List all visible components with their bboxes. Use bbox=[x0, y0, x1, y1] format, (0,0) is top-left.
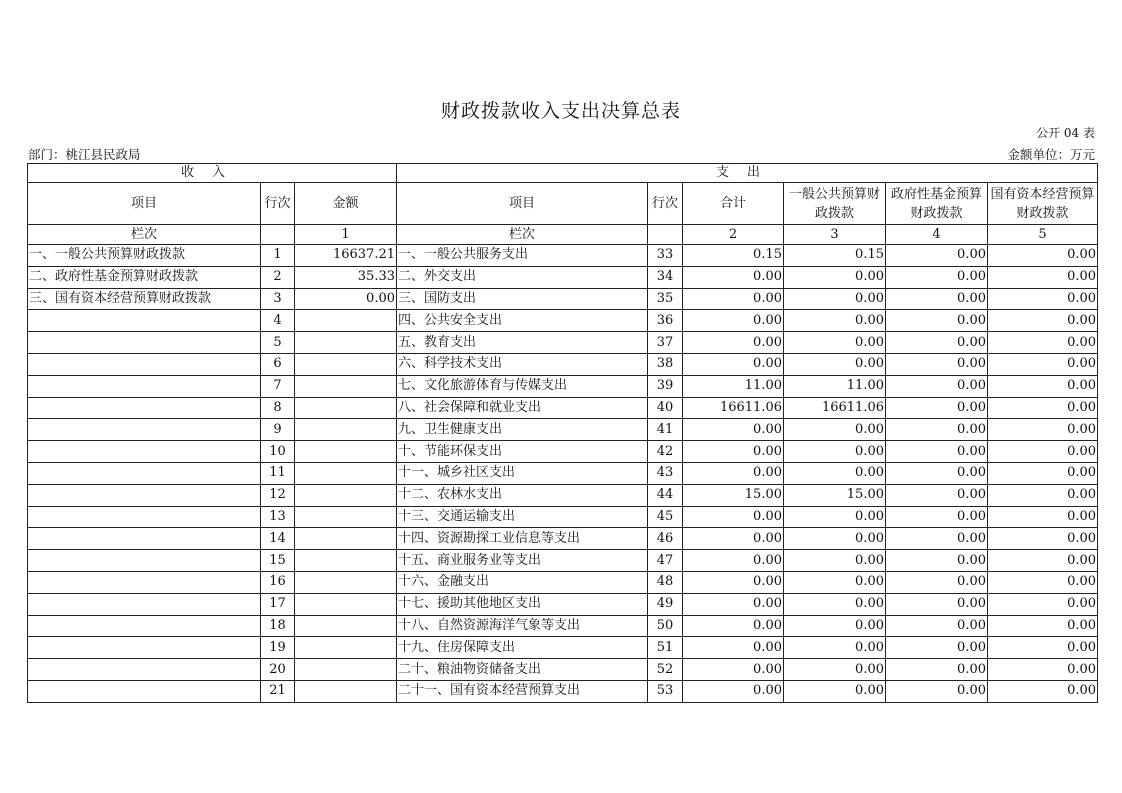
expense-item-cell: 十三、交通运输支出 bbox=[397, 506, 648, 528]
total-header: 合计 bbox=[683, 183, 784, 225]
table-row bbox=[28, 550, 1098, 572]
income-amount-cell bbox=[295, 353, 397, 375]
income-amount-cell bbox=[295, 462, 397, 484]
expense-row-no-cell: 52 bbox=[648, 659, 683, 681]
income-row-no-cell: 19 bbox=[261, 637, 295, 659]
income-row-no-cell: 15 bbox=[261, 550, 295, 572]
gov-fund-cell: 0.00 bbox=[886, 593, 988, 615]
general-budget-cell: 0.00 bbox=[784, 593, 886, 615]
income-row-no-cell: 17 bbox=[261, 593, 295, 615]
income-amount-cell bbox=[295, 375, 397, 397]
general-budget-cell: 0.00 bbox=[784, 310, 886, 332]
income-row-no-cell: 21 bbox=[261, 680, 295, 702]
general-budget-cell: 0.00 bbox=[784, 528, 886, 550]
general-budget-cell: 0.00 bbox=[784, 506, 886, 528]
form-number: 公开 04 表 bbox=[1036, 126, 1095, 140]
gov-fund-cell: 0.00 bbox=[886, 484, 988, 506]
expense-item-cell: 二十一、国有资本经营预算支出 bbox=[397, 680, 648, 702]
income-row-no-cell: 7 bbox=[261, 375, 295, 397]
income-item-cell bbox=[28, 332, 261, 354]
income-amount-cell bbox=[295, 441, 397, 463]
state-capital-cell: 0.00 bbox=[988, 484, 1098, 506]
income-amount-cell bbox=[295, 571, 397, 593]
table-row bbox=[28, 397, 1098, 419]
income-amount-cell bbox=[295, 615, 397, 637]
table-row bbox=[28, 615, 1098, 637]
state-capital-cell: 0.00 bbox=[988, 310, 1098, 332]
department-label: 部门：桃江县民政局 bbox=[28, 147, 141, 162]
income-item-header: 项目 bbox=[28, 183, 261, 225]
income-row-no-cell: 5 bbox=[261, 332, 295, 354]
state-capital-cell: 0.00 bbox=[988, 615, 1098, 637]
gov-fund-cell: 0.00 bbox=[886, 288, 988, 310]
income-section-header: 收入 bbox=[28, 164, 397, 183]
general-budget-cell: 0.00 bbox=[784, 659, 886, 681]
table-row bbox=[28, 441, 1098, 463]
table-row bbox=[28, 484, 1098, 506]
expense-item-cell: 九、卫生健康支出 bbox=[397, 419, 648, 441]
expense-item-cell: 七、文化旅游体育与传媒支出 bbox=[397, 375, 648, 397]
expense-row-no-cell: 45 bbox=[648, 506, 683, 528]
state-capital-cell: 0.00 bbox=[988, 441, 1098, 463]
gov-fund-cell: 0.00 bbox=[886, 550, 988, 572]
state-capital-cell: 0.00 bbox=[988, 659, 1098, 681]
gov-fund-cell: 0.00 bbox=[886, 266, 988, 288]
gov-fund-cell: 0.00 bbox=[886, 462, 988, 484]
expense-item-cell: 十二、农林水支出 bbox=[397, 484, 648, 506]
income-row-no-cell: 11 bbox=[261, 462, 295, 484]
table-row bbox=[28, 462, 1098, 484]
gov-fund-cell: 0.00 bbox=[886, 528, 988, 550]
expense-item-header: 项目 bbox=[397, 183, 648, 225]
state-capital-cell: 0.00 bbox=[988, 680, 1098, 702]
table-row bbox=[28, 310, 1098, 332]
general-budget-cell: 15.00 bbox=[784, 484, 886, 506]
general-budget-cell: 0.00 bbox=[784, 680, 886, 702]
expense-row-no-cell: 48 bbox=[648, 571, 683, 593]
expense-item-cell: 五、教育支出 bbox=[397, 332, 648, 354]
income-amount-cell bbox=[295, 659, 397, 681]
table-row bbox=[28, 332, 1098, 354]
income-amount-cell bbox=[295, 419, 397, 441]
general-budget-cell: 0.00 bbox=[784, 353, 886, 375]
table-row bbox=[28, 659, 1098, 681]
expense-row-no-cell: 40 bbox=[648, 397, 683, 419]
state-capital-cell: 0.00 bbox=[988, 245, 1098, 267]
total-cell: 11.00 bbox=[683, 375, 784, 397]
income-amount-cell: 16637.21 bbox=[295, 245, 397, 267]
table-row bbox=[28, 245, 1098, 267]
column-index-row bbox=[28, 225, 1098, 245]
expense-item-cell: 四、公共安全支出 bbox=[397, 310, 648, 332]
gov-fund-index: 4 bbox=[886, 225, 988, 245]
expense-row-no-cell: 34 bbox=[648, 266, 683, 288]
state-capital-cell: 0.00 bbox=[988, 550, 1098, 572]
expense-row-no-cell: 42 bbox=[648, 441, 683, 463]
table-row bbox=[28, 288, 1098, 310]
income-amount-cell bbox=[295, 637, 397, 659]
general-budget-cell: 0.00 bbox=[784, 462, 886, 484]
expense-item-cell: 一、一般公共服务支出 bbox=[397, 245, 648, 267]
general-budget-cell: 0.00 bbox=[784, 637, 886, 659]
total-cell: 0.00 bbox=[683, 288, 784, 310]
income-amount-cell bbox=[295, 484, 397, 506]
state-capital-cell: 0.00 bbox=[988, 528, 1098, 550]
state-capital-cell: 0.00 bbox=[988, 571, 1098, 593]
income-item-cell bbox=[28, 680, 261, 702]
income-amount-cell bbox=[295, 680, 397, 702]
gov-fund-cell: 0.00 bbox=[886, 375, 988, 397]
income-row-no-cell: 14 bbox=[261, 528, 295, 550]
expense-item-cell: 三、国防支出 bbox=[397, 288, 648, 310]
income-amount-cell bbox=[295, 593, 397, 615]
income-item-cell: 三、国有资本经营预算财政拨款 bbox=[28, 288, 261, 310]
expense-row-no-cell: 46 bbox=[648, 528, 683, 550]
income-col-label: 栏次 bbox=[28, 225, 261, 245]
total-cell: 0.15 bbox=[683, 245, 784, 267]
general-budget-cell: 11.00 bbox=[784, 375, 886, 397]
income-item-cell: 一、一般公共预算财政拨款 bbox=[28, 245, 261, 267]
expense-row-no-cell: 37 bbox=[648, 332, 683, 354]
general-budget-cell: 0.00 bbox=[784, 571, 886, 593]
gov-fund-cell: 0.00 bbox=[886, 637, 988, 659]
total-cell: 0.00 bbox=[683, 353, 784, 375]
income-item-cell bbox=[28, 484, 261, 506]
total-cell: 0.00 bbox=[683, 441, 784, 463]
table-row bbox=[28, 266, 1098, 288]
income-row-no-header: 行次 bbox=[261, 183, 295, 225]
gov-fund-cell: 0.00 bbox=[886, 245, 988, 267]
income-item-cell bbox=[28, 593, 261, 615]
state-capital-cell: 0.00 bbox=[988, 375, 1098, 397]
general-budget-cell: 0.15 bbox=[784, 245, 886, 267]
expense-section-header: 支出 bbox=[397, 164, 1098, 183]
total-cell: 0.00 bbox=[683, 593, 784, 615]
general-budget-cell: 0.00 bbox=[784, 266, 886, 288]
gov-fund-cell: 0.00 bbox=[886, 353, 988, 375]
expense-item-cell: 二、外交支出 bbox=[397, 266, 648, 288]
general-budget-cell: 0.00 bbox=[784, 550, 886, 572]
general-budget-index: 3 bbox=[784, 225, 886, 245]
income-row-no-cell: 20 bbox=[261, 659, 295, 681]
income-item-cell bbox=[28, 550, 261, 572]
income-row-no-cell: 1 bbox=[261, 245, 295, 267]
total-cell: 0.00 bbox=[683, 680, 784, 702]
income-row-no-cell: 10 bbox=[261, 441, 295, 463]
total-cell: 0.00 bbox=[683, 332, 784, 354]
income-amount-cell bbox=[295, 528, 397, 550]
gov-fund-cell: 0.00 bbox=[886, 397, 988, 419]
expense-row-no-cell: 50 bbox=[648, 615, 683, 637]
total-cell: 0.00 bbox=[683, 637, 784, 659]
table-row bbox=[28, 528, 1098, 550]
gov-fund-cell: 0.00 bbox=[886, 615, 988, 637]
state-capital-cell: 0.00 bbox=[988, 419, 1098, 441]
expense-row-no-cell: 41 bbox=[648, 419, 683, 441]
table-row bbox=[28, 506, 1098, 528]
expense-item-cell: 八、社会保障和就业支出 bbox=[397, 397, 648, 419]
income-row-no-cell: 13 bbox=[261, 506, 295, 528]
total-cell: 0.00 bbox=[683, 419, 784, 441]
total-cell: 0.00 bbox=[683, 615, 784, 637]
total-cell: 0.00 bbox=[683, 506, 784, 528]
gov-fund-cell: 0.00 bbox=[886, 332, 988, 354]
income-row-no-cell: 3 bbox=[261, 288, 295, 310]
expense-item-cell: 二十、粮油物资储备支出 bbox=[397, 659, 648, 681]
total-cell: 0.00 bbox=[683, 462, 784, 484]
table-row bbox=[28, 637, 1098, 659]
page-title: 财政拨款收入支出决算总表 bbox=[440, 100, 681, 122]
income-amount-cell: 0.00 bbox=[295, 288, 397, 310]
total-cell: 0.00 bbox=[683, 550, 784, 572]
total-cell: 0.00 bbox=[683, 659, 784, 681]
gov-fund-cell: 0.00 bbox=[886, 659, 988, 681]
gov-fund-cell: 0.00 bbox=[886, 441, 988, 463]
total-cell: 0.00 bbox=[683, 266, 784, 288]
expense-item-cell: 十七、援助其他地区支出 bbox=[397, 593, 648, 615]
general-budget-cell: 0.00 bbox=[784, 441, 886, 463]
total-cell: 16611.06 bbox=[683, 397, 784, 419]
income-amount-cell: 35.33 bbox=[295, 266, 397, 288]
general-budget-cell: 0.00 bbox=[784, 419, 886, 441]
expense-item-cell: 十九、住房保障支出 bbox=[397, 637, 648, 659]
expense-row-no-cell: 53 bbox=[648, 680, 683, 702]
income-amount-cell bbox=[295, 397, 397, 419]
income-amount-cell bbox=[295, 310, 397, 332]
expense-row-no-cell: 47 bbox=[648, 550, 683, 572]
total-index: 2 bbox=[683, 225, 784, 245]
income-item-cell bbox=[28, 615, 261, 637]
income-amount-cell bbox=[295, 550, 397, 572]
income-item-cell bbox=[28, 397, 261, 419]
expense-row-no-cell: 39 bbox=[648, 375, 683, 397]
state-capital-header: 国有资本经营预算财政拨款 bbox=[988, 183, 1098, 225]
budget-summary-table bbox=[27, 163, 1098, 703]
state-capital-cell: 0.00 bbox=[988, 506, 1098, 528]
expense-row-no-cell: 51 bbox=[648, 637, 683, 659]
income-item-cell bbox=[28, 419, 261, 441]
income-row-no-cell: 2 bbox=[261, 266, 295, 288]
state-capital-cell: 0.00 bbox=[988, 637, 1098, 659]
state-capital-cell: 0.00 bbox=[988, 462, 1098, 484]
table-row bbox=[28, 593, 1098, 615]
general-budget-cell: 0.00 bbox=[784, 288, 886, 310]
income-amount-header: 金额 bbox=[295, 183, 397, 225]
expense-item-cell: 六、科学技术支出 bbox=[397, 353, 648, 375]
state-capital-cell: 0.00 bbox=[988, 266, 1098, 288]
table-row bbox=[28, 353, 1098, 375]
column-header-row bbox=[28, 183, 1098, 225]
total-cell: 0.00 bbox=[683, 571, 784, 593]
income-item-cell bbox=[28, 310, 261, 332]
expense-item-cell: 十五、商业服务业等支出 bbox=[397, 550, 648, 572]
expense-row-no-cell: 44 bbox=[648, 484, 683, 506]
gov-fund-cell: 0.00 bbox=[886, 571, 988, 593]
general-budget-cell: 0.00 bbox=[784, 615, 886, 637]
expense-row-no-cell: 33 bbox=[648, 245, 683, 267]
income-row-no-cell: 18 bbox=[261, 615, 295, 637]
gov-fund-cell: 0.00 bbox=[886, 506, 988, 528]
income-amount-cell bbox=[295, 506, 397, 528]
expense-row-no-cell: 38 bbox=[648, 353, 683, 375]
expense-row-no-cell: 35 bbox=[648, 288, 683, 310]
gov-fund-cell: 0.00 bbox=[886, 310, 988, 332]
expense-row-no-cell: 43 bbox=[648, 462, 683, 484]
general-budget-cell: 16611.06 bbox=[784, 397, 886, 419]
expense-row-no-index bbox=[648, 225, 683, 245]
income-item-cell bbox=[28, 375, 261, 397]
income-item-cell bbox=[28, 637, 261, 659]
income-row-no-cell: 12 bbox=[261, 484, 295, 506]
state-capital-cell: 0.00 bbox=[988, 593, 1098, 615]
income-amount-index: 1 bbox=[295, 225, 397, 245]
income-row-no-cell: 9 bbox=[261, 419, 295, 441]
state-capital-cell: 0.00 bbox=[988, 332, 1098, 354]
income-item-cell bbox=[28, 441, 261, 463]
income-item-cell bbox=[28, 659, 261, 681]
expense-col-label: 栏次 bbox=[397, 225, 648, 245]
expense-row-no-header: 行次 bbox=[648, 183, 683, 225]
income-item-cell bbox=[28, 528, 261, 550]
income-item-cell: 二、政府性基金预算财政拨款 bbox=[28, 266, 261, 288]
gov-fund-header: 政府性基金预算财政拨款 bbox=[886, 183, 988, 225]
expense-row-no-cell: 36 bbox=[648, 310, 683, 332]
expense-item-cell: 十八、自然资源海洋气象等支出 bbox=[397, 615, 648, 637]
income-item-cell bbox=[28, 353, 261, 375]
state-capital-cell: 0.00 bbox=[988, 288, 1098, 310]
table-row bbox=[28, 680, 1098, 702]
table-row bbox=[28, 375, 1098, 397]
expense-row-no-cell: 49 bbox=[648, 593, 683, 615]
state-capital-index: 5 bbox=[988, 225, 1098, 245]
state-capital-cell: 0.00 bbox=[988, 353, 1098, 375]
income-row-no-cell: 16 bbox=[261, 571, 295, 593]
total-cell: 15.00 bbox=[683, 484, 784, 506]
income-item-cell bbox=[28, 506, 261, 528]
income-row-no-cell: 6 bbox=[261, 353, 295, 375]
income-row-no-cell: 8 bbox=[261, 397, 295, 419]
income-item-cell bbox=[28, 462, 261, 484]
income-row-no-cell: 4 bbox=[261, 310, 295, 332]
table-row bbox=[28, 571, 1098, 593]
income-row-no-index bbox=[261, 225, 295, 245]
section-header-row bbox=[28, 164, 1098, 183]
expense-item-cell: 十一、城乡社区支出 bbox=[397, 462, 648, 484]
expense-item-cell: 十四、资源勘探工业信息等支出 bbox=[397, 528, 648, 550]
gov-fund-cell: 0.00 bbox=[886, 680, 988, 702]
general-budget-cell: 0.00 bbox=[784, 332, 886, 354]
expense-item-cell: 十六、金融支出 bbox=[397, 571, 648, 593]
total-cell: 0.00 bbox=[683, 528, 784, 550]
income-item-cell bbox=[28, 571, 261, 593]
gov-fund-cell: 0.00 bbox=[886, 419, 988, 441]
total-cell: 0.00 bbox=[683, 310, 784, 332]
expense-item-cell: 十、节能环保支出 bbox=[397, 441, 648, 463]
table-row bbox=[28, 419, 1098, 441]
income-amount-cell bbox=[295, 332, 397, 354]
state-capital-cell: 0.00 bbox=[988, 397, 1098, 419]
amount-unit-label: 金额单位：万元 bbox=[1007, 147, 1095, 162]
general-budget-header: 一般公共预算财政拨款 bbox=[784, 183, 886, 225]
